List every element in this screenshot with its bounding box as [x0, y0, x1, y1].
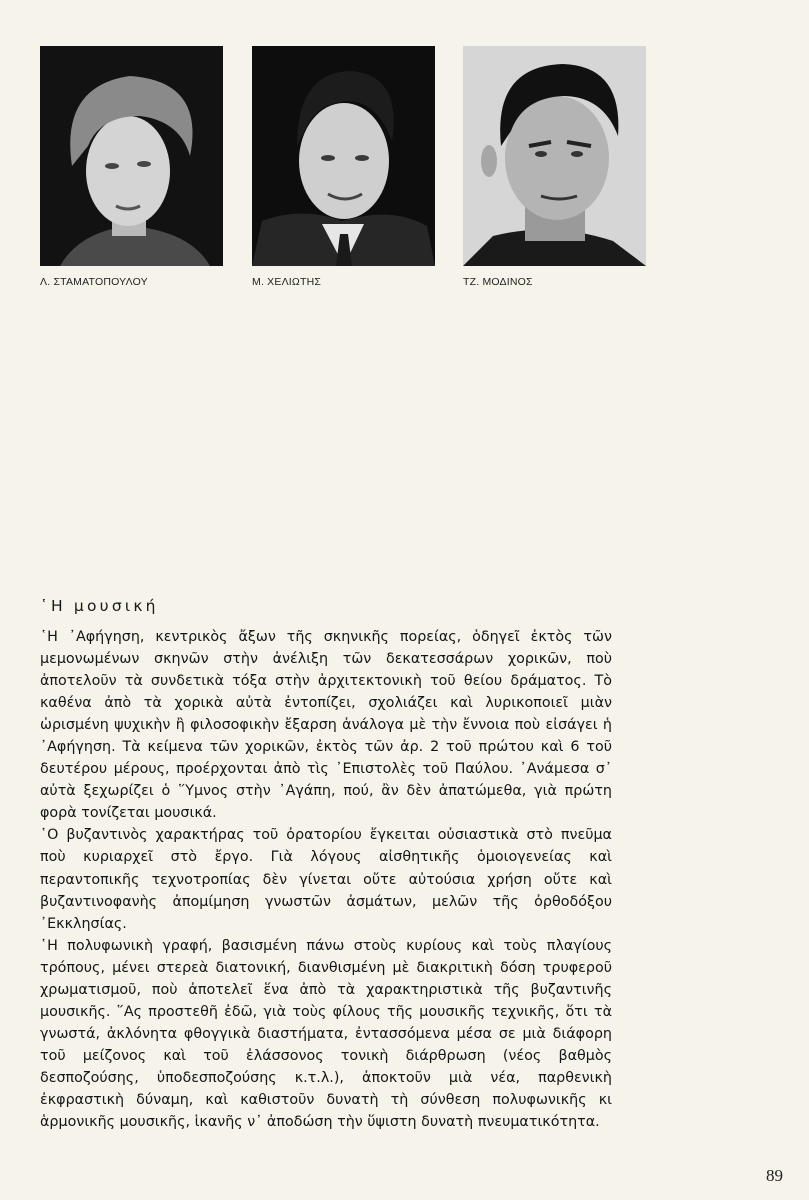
- portrait-photo-stamatopoulou: [40, 46, 223, 266]
- portrait-image: [252, 46, 435, 266]
- paragraph: ῾Η ᾿Αφήγηση, κεντρικὸς ἄξων τῆς σκηνικῆς πορείας, ὁδηγεῖ ἐκτὸς τῶν μεμονωμένων σκηνῶν στὴν ἀνέλιξη τῶν δεκατεσσάρων χορικῶν, ποὺ ἀποτελοῦν τὰ συνδετικὰ τόξα στὴν ἀρχιτεκτονικὴ τοῦ θείου δράματος. Τὸ καθένα ἀπὸ τὰ χορικὰ αὐτὰ ἐντοπίζει, σχολιάζει καὶ λυρικοποιεῖ μιὰν ὡρισμένη ψυχικὴν ἢ φιλοσοφικὴν ἔξαρση ἀνάλογα μὲ τὴν ἔννοια ποὺ εἰσάγει ἡ ᾿Αφήγηση. Τὰ κείμενα τῶν χορικῶν, ἐκτὸς τῶν ἀρ. 2 τοῦ πρώτου καὶ 6 τοῦ δευτέρου μέρους, προέρχονται ἀπὸ τὶς ᾿Επιστολὲς τοῦ Παύλου. ᾿Ανάμεσα σ᾿ αὐτὰ ξεχωρίζει ὁ ῞Υμνος στὴν ᾿Αγάπη, πού, ἂν δὲν ἀπατώμεθα, γιὰ πρώτη φορὰ τονίζεται μουσικά.: [40, 629, 612, 822]
- portrait-photo-cheliotis: [252, 46, 435, 266]
- portrait-caption: Μ. ΧΕΛΙΩΤΗΣ: [252, 276, 322, 288]
- portrait-photo-modinos: [463, 46, 646, 266]
- portrait-image: [463, 46, 646, 266]
- section-heading: ῾Η μουσική: [40, 597, 159, 615]
- portrait-caption: Λ. ΣΤΑΜΑΤΟΠΟΥΛΟΥ: [40, 276, 148, 288]
- portrait-caption: ΤΖ. ΜΟΔΙΝΟΣ: [463, 276, 533, 288]
- body-text: [40, 626, 612, 1133]
- paragraph: ῾Η πολυφωνικὴ γραφή, βασισμένη πάνω στοὺς κυρίους καὶ τοὺς πλαγίους τρόπους, μένει στερεὰ διατονική, διανθισμένη μὲ διακριτικὴ δόση τρυφεροῦ χρωματισμοῦ, ποὺ ἀποτελεῖ ἕνα ἀπὸ τὰ χαρακτηριστικὰ τῆς βυζαντινῆς μουσικῆς. ῞Ας προστεθῆ ἐδῶ, γιὰ τοὺς φίλους τῆς μουσικῆς τεχνικῆς, ὅτι τὰ γνωστά, ἀκλόνητα φθογγικὰ διαστήματα, ἐντασσόμενα μέσα σε μιὰ διάφορη τοῦ μείζονος καὶ τοῦ ἐλάσσονος τονικὴ διάρθρωση (νέος βαθμὸς δεσποζούσης, ὑποδεσποζούσης κ.τ.λ.), ἀποκτοῦν μιὰ νέα, παρθενικὴ ἐκφραστικὴ δύναμη, καὶ καθιστοῦν δυνατὴ τὴ σύνθεση πολυφωνικῆς κι ἁρμονικῆς μουσικῆς, ἱκανῆς ν᾿ ἀποδώση τὴν ὕψιστη δυνατὴ πνευματικότητα.: [40, 937, 612, 1131]
- portrait-image: [40, 46, 223, 266]
- paragraph: ῾Ο βυζαντινὸς χαρακτήρας τοῦ ὀρατορίου ἔγκειται οὐσιαστικὰ στὸ πνεῦμα ποὺ κυριαρχεῖ στὸ ἔργο. Γιὰ λόγους αἰσθητικῆς ὁμοιογενείας καὶ περαντοπικῆς τεχνοτροπίας δὲν γίνεται οὔτε αὐτούσια χρήση οὔτε καὶ βυζαντινοφανὴς ἀπομίμηση γνωστῶν ἀσμάτων, μελῶν τῆς ὀρθοδόξου ᾿Εκκλησίας.: [40, 827, 612, 932]
- page-number: 89: [766, 1166, 783, 1185]
